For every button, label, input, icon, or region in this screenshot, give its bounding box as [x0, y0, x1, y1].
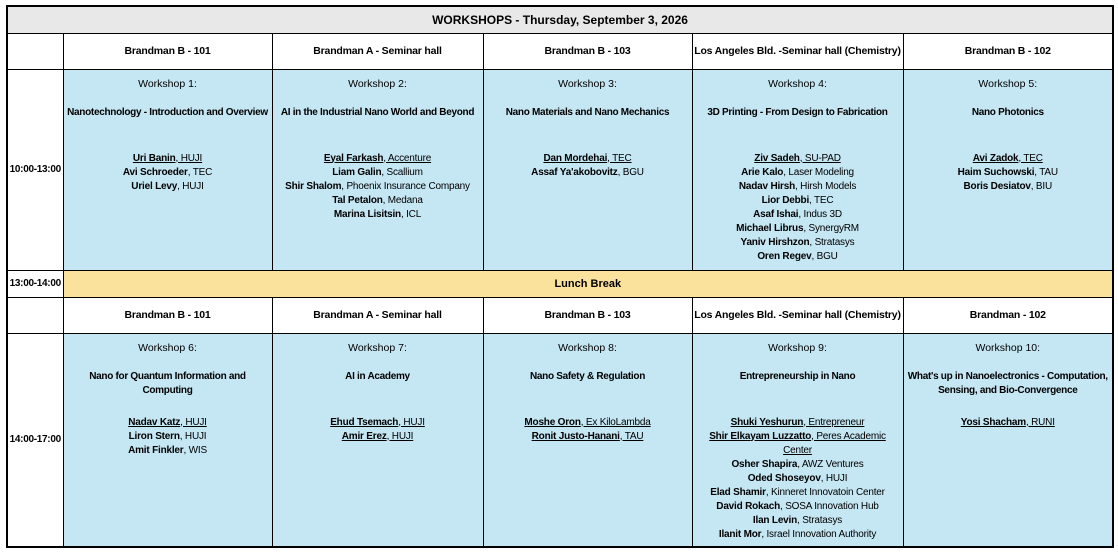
- speaker: Asaf Ishai, Indus 3D: [753, 208, 842, 220]
- workshop-6-cell: [63, 333, 272, 547]
- speaker: Avi Schroeder, TEC: [122, 166, 213, 178]
- time-slot-morning: 10:00-13:00: [7, 69, 63, 270]
- room-header-row-afternoon: [7, 297, 1113, 333]
- workshop-label: Workshop 3:: [558, 77, 617, 90]
- schedule-sheet: [6, 5, 1114, 548]
- workshop-label: Workshop 7:: [348, 341, 407, 354]
- speaker: Moshe Oron, Ex KiloLambda: [524, 416, 651, 428]
- speaker: Osher Shapira, AWZ Ventures: [731, 458, 864, 470]
- afternoon-session-row: [7, 333, 1113, 547]
- speaker: Tal Petalon, Medana: [332, 194, 423, 206]
- speaker: Yaniv Hirshzon, Stratasys: [740, 236, 855, 248]
- speaker: Liron Stern, HUJI: [128, 430, 207, 442]
- speaker-list: [907, 152, 1110, 194]
- workshop-topic: Nano Safety & Regulation: [529, 370, 646, 382]
- speaker-list: [67, 152, 269, 194]
- workshop-topic: Nano for Quantum Information and Computing: [89, 370, 246, 396]
- room-header-5: Brandman - 102: [903, 297, 1113, 333]
- workshop-topic: AI in the Industrial Nano World and Beyond: [280, 106, 475, 118]
- speaker: Oren Regev, BGU: [757, 250, 838, 262]
- speaker: Eyal Farkash, Accenture: [323, 152, 432, 164]
- workshop-topic: AI in Academy: [345, 370, 410, 382]
- workshop-label: Workshop 1:: [138, 77, 197, 90]
- workshop-label: Workshop 10:: [975, 341, 1041, 354]
- workshop-topic: Nano Materials and Nano Mechanics: [505, 106, 670, 118]
- workshop-5-cell: [903, 69, 1113, 270]
- workshop-label: Workshop 6:: [138, 341, 197, 354]
- schedule-title: WORKSHOPS - Thursday, September 3, 2026: [7, 6, 1113, 33]
- workshop-label: Workshop 8:: [558, 341, 617, 354]
- speaker: Uriel Levy, HUJI: [131, 180, 204, 192]
- workshops-schedule-table: [6, 5, 1114, 548]
- speaker: Shir Shalom, Phoenix Insurance Company: [285, 180, 470, 192]
- speaker: Assaf Ya'akobovitz, BGU: [531, 166, 644, 178]
- speaker: Dan Mordehai, TEC: [543, 152, 632, 164]
- room-header-1: Brandman B - 101: [63, 33, 272, 69]
- speaker-list: [907, 416, 1110, 430]
- workshop-label: Workshop 9:: [768, 341, 827, 354]
- workshop-8-cell: [483, 333, 692, 547]
- workshop-label: Workshop 4:: [768, 77, 827, 90]
- workshop-4-cell: [692, 69, 903, 270]
- workshop-topic: 3D Printing - From Design to Fabrication: [707, 106, 888, 118]
- lunch-break-cell: Lunch Break: [63, 270, 1113, 297]
- speaker: Michael Librus, SynergyRM: [736, 222, 859, 234]
- workshop-7-cell: [272, 333, 483, 547]
- speaker: Ilanit Mor, Israel Innovation Authority: [718, 528, 877, 540]
- corner-empty-cell: [7, 297, 63, 333]
- speaker-list: [276, 416, 480, 444]
- speaker: Arie Kalo, Laser Modeling: [741, 166, 854, 178]
- morning-session-row: [7, 69, 1113, 270]
- time-slot-lunch: 13:00-14:00: [7, 270, 63, 297]
- speaker-list: [696, 416, 900, 542]
- lunch-row: [7, 270, 1113, 297]
- workshop-topic: Nanotechnology - Introduction and Overview: [67, 106, 268, 118]
- speaker: Shir Elkayam Luzzatto, Peres Academic Center: [709, 430, 886, 456]
- workshop-topic: Entrepreneurship in Nano: [739, 370, 856, 382]
- speaker: Nadav Katz, HUJI: [128, 416, 207, 428]
- workshop-9-cell: [692, 333, 903, 547]
- workshop-label: Workshop 2:: [348, 77, 407, 90]
- workshop-10-cell: [903, 333, 1113, 547]
- speaker: Oded Shoseyov, HUJI: [747, 472, 848, 484]
- workshop-topic: Nano Photonics: [971, 106, 1044, 118]
- speaker-list: [487, 416, 689, 444]
- speaker: Uri Banin, HUJI: [132, 152, 203, 164]
- room-header-4: Los Angeles Bld. -Seminar hall (Chemistry): [692, 33, 903, 69]
- speaker: Boris Desiatov, BIU: [963, 180, 1052, 192]
- room-header-3: Brandman B - 103: [483, 297, 692, 333]
- speaker: Haim Suchowski, TAU: [957, 166, 1058, 178]
- room-header-5: Brandman B - 102: [903, 33, 1113, 69]
- room-header-4: Los Angeles Bld. -Seminar hall (Chemistry): [692, 297, 903, 333]
- speaker: Nadav Hirsh, Hirsh Models: [738, 180, 857, 192]
- workshop-label: Workshop 5:: [978, 77, 1038, 90]
- speaker: Marina Lisitsin, ICL: [333, 208, 422, 220]
- speaker-list: [696, 152, 900, 264]
- corner-empty-cell: [7, 33, 63, 69]
- speaker: Liam Galin, Scallium: [332, 166, 423, 178]
- speaker-list: [487, 152, 689, 180]
- title-row: [7, 6, 1113, 33]
- speaker: Ronit Justo-Hanani, TAU: [531, 430, 644, 442]
- time-slot-afternoon: 14:00-17:00: [7, 333, 63, 547]
- speaker: Ziv Sadeh, SU-PAD: [754, 152, 841, 164]
- room-header-2: Brandman A - Seminar hall: [272, 297, 483, 333]
- speaker: Amir Erez, HUJI: [341, 430, 414, 442]
- speaker: Shuki Yeshurun, Entrepreneur: [730, 416, 865, 428]
- workshop-3-cell: [483, 69, 692, 270]
- workshop-2-cell: [272, 69, 483, 270]
- speaker: Lior Debbi, TEC: [761, 194, 834, 206]
- room-header-2: Brandman A - Seminar hall: [272, 33, 483, 69]
- speaker: Ilan Levin, Stratasys: [752, 514, 843, 526]
- room-header-1: Brandman B - 101: [63, 297, 272, 333]
- speaker: Ehud Tsemach, HUJI: [330, 416, 425, 428]
- speaker: David Rokach, SOSA Innovation Hub: [716, 500, 879, 512]
- speaker: Avi Zadok, TEC: [972, 152, 1043, 164]
- speaker-list: [67, 416, 269, 458]
- workshop-topic: What's up in Nanoelectronics - Computation, Sensing, and Bio-Convergence: [907, 370, 1108, 396]
- speaker: Amit Finkler, WIS: [128, 444, 207, 456]
- room-header-row-morning: [7, 33, 1113, 69]
- speaker: Elad Shamir, Kinneret Innovatoin Center: [710, 486, 885, 498]
- room-header-3: Brandman B - 103: [483, 33, 692, 69]
- speaker-list: [276, 152, 480, 222]
- workshop-1-cell: [63, 69, 272, 270]
- speaker: Yosi Shacham, RUNI: [960, 416, 1055, 428]
